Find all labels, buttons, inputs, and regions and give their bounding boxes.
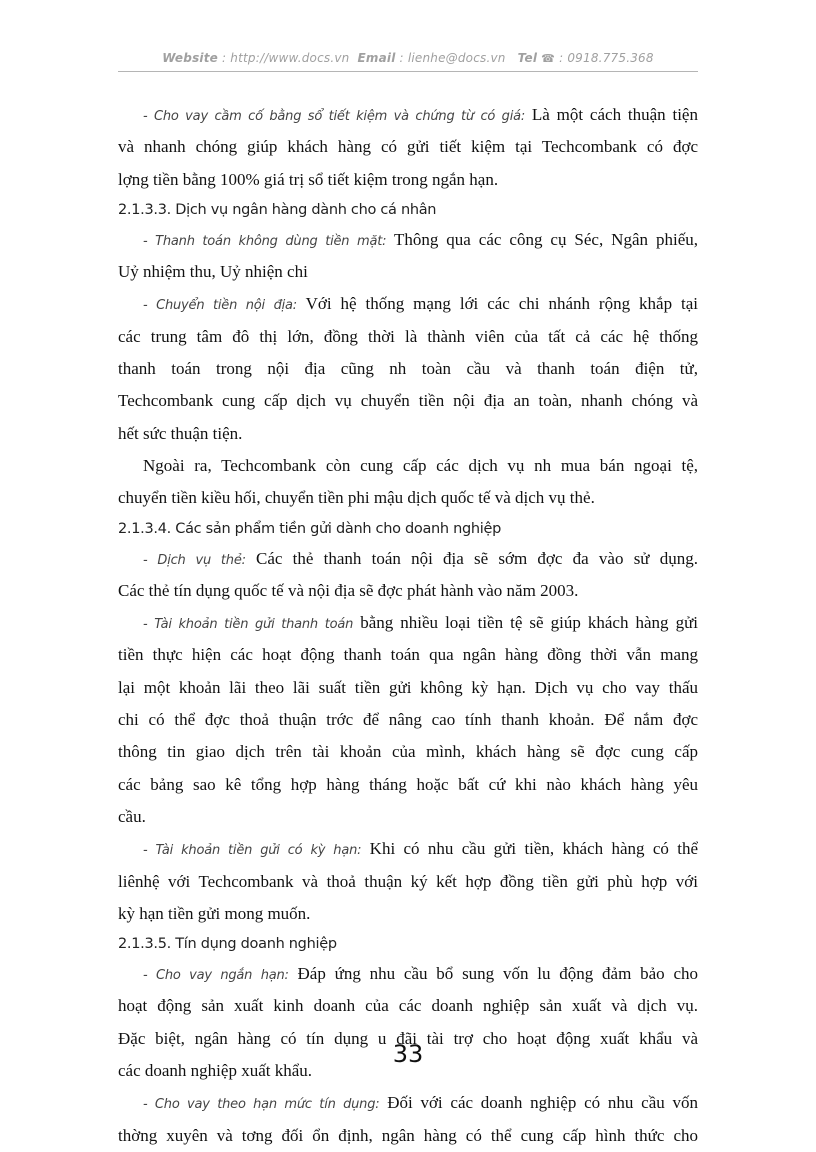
paragraph-line: tiền thực hiện các hoạt động thanh toán qua ngân hàng đồng thời vẫn mang (118, 645, 698, 665)
lead-term: - Thanh toán không dùng tiền mặt: (143, 233, 387, 249)
phone-icon: ☎ (541, 52, 556, 65)
section-heading: 2.1.3.5. Tín dụng doanh nghiệp (118, 936, 337, 953)
paragraph-line: Uỷ nhiệm thu, Uỷ nhiện chi (118, 262, 308, 282)
website-url[interactable]: http://www.docs.vn (230, 51, 350, 65)
section-heading: 2.1.3.3. Dịch vụ ngân hàng dành cho cá nhân (118, 201, 437, 218)
paragraph-line: liênhệ với Techcombank và thoả thuận ký kết hợp đồng tiền gửi phù hợp với (118, 871, 698, 891)
paragraph-line: kỳ hạn tiền gửi mong muốn. (118, 903, 311, 923)
paragraph-line: - Cho vay ngắn hạn: Đáp ứng nhu cầu bổ sung vốn lu động đảm bảo cho (143, 964, 698, 984)
paragraph-line: Techcombank cung cấp dịch vụ chuyển tiền nội địa an toàn, nhanh chóng và (118, 391, 698, 411)
paragraph-line: các bảng sao kê tổng hợp hàng tháng hoặc bất cứ khi nào khách hàng yêu (118, 774, 698, 794)
paragraph-line: các doanh nghiệp xuất khẩu. (118, 1061, 313, 1081)
website-label: Website (162, 51, 218, 65)
lead-term: - Dịch vụ thẻ: (143, 552, 246, 568)
lead-term: - Cho vay ngắn hạn: (143, 968, 289, 984)
header-divider (118, 71, 698, 72)
paragraph-line: chi có thể đợc thoả thuận trớc để nâng cao tính thanh khoản. Để nắm đợc (118, 710, 698, 730)
paragraph-line: thờng xuyên và tơng đối ổn định, ngân hàng có thể cung cấp hình thức cho (118, 1125, 698, 1145)
lead-term: - Chuyển tiền nội địa: (143, 298, 297, 314)
paragraph-line: lợng tiền bằng 100% giá trị sổ tiết kiệm trong ngắn hạn. (118, 169, 499, 189)
paragraph-line: - Tài khoản tiền gửi có kỳ hạn: Khi có nhu cầu gửi tiền, khách hàng có thể (143, 839, 698, 859)
paragraph-line: thông tin giao dịch trên tài khoản của mình, khách hàng sẽ đợc cung cấp (118, 742, 698, 762)
tel-label: Tel (517, 51, 538, 65)
paragraph-line: Các thẻ tín dụng quốc tế và nội địa sẽ đợc phát hành vào năm 2003. (118, 580, 579, 600)
paragraph-line: và nhanh chóng giúp khách hàng có gửi tiết kiệm tại Techcombank có đợc (118, 137, 698, 157)
paragraph-line: cầu. (118, 806, 146, 826)
lead-term: - Cho vay cầm cố bằng sổ tiết kiệm và chứng từ có giá: (143, 109, 526, 124)
tel-number: 0918.775.368 (567, 51, 654, 65)
paragraph-line: thanh toán trong nội địa cũng nh toàn cầu và thanh toán điện tử, (118, 359, 698, 379)
paragraph-line: Ngoài ra, Techcombank còn cung cấp các dịch vụ nh mua bán ngoại tệ, (143, 455, 698, 475)
paragraph-line: lại một khoản lãi theo lãi suất tiền gửi không kỳ hạn. Dịch vụ cho vay thấu (118, 677, 698, 697)
paragraph-line: - Tài khoản tiền gửi thanh toán bằng nhiều loại tiền tệ sẽ giúp khách hàng gửi (143, 613, 699, 633)
lead-term: - Tài khoản tiền gửi có kỳ hạn: (143, 843, 362, 859)
document-body (118, 99, 698, 1152)
lead-term: - Cho vay theo hạn mức tín dụng: (143, 1097, 380, 1113)
email-label: Email (357, 51, 396, 65)
email-address[interactable]: lienhe@docs.vn (407, 51, 506, 65)
paragraph-line: - Dịch vụ thẻ: Các thẻ thanh toán nội địa sẽ sớm đợc đa vào sử dụng. (143, 548, 698, 568)
paragraph-line: - Cho vay cầm cố bằng sổ tiết kiệm và chứng từ có giá: Là một cách thuận tiện (143, 105, 698, 124)
lead-term: - Tài khoản tiền gửi thanh toán (143, 617, 354, 633)
paragraph-line: - Chuyển tiền nội địa: Với hệ thống mạng lới các chi nhánh rộng khắp tại (143, 294, 698, 314)
paragraph-line: Đặc biệt, ngân hàng có tín dụng u đãi tài trợ cho hoạt động xuất khẩu và (118, 1028, 698, 1048)
paragraph-line: chuyển tiền kiều hối, chuyển tiền phi mậu dịch quốc tế và dịch vụ thẻ. (118, 488, 595, 508)
paragraph-line: hoạt động sản xuất kinh doanh của các doanh nghiệp sản xuất và dịch vụ. (118, 996, 698, 1016)
paragraph-line: - Thanh toán không dùng tiền mặt: Thông qua các công cụ Séc, Ngân phiếu, (143, 229, 698, 249)
paragraph-line: hết sức thuận tiện. (118, 423, 243, 443)
page-number: 33 (392, 1040, 424, 1068)
section-heading: 2.1.3.4. Các sản phẩm tiền gửi dành cho doanh nghiệp (118, 520, 502, 537)
paragraph-line: - Cho vay theo hạn mức tín dụng: Đối với các doanh nghiệp có nhu cầu vốn (143, 1093, 698, 1113)
page-header: Website : http://www.docs.vn Email : lienhe@docs.vn Tel ☎ : 0918.775.368 (162, 51, 654, 65)
paragraph-line: các trung tâm đô thị lớn, đồng thời là thành viên của tất cả các hệ thống (118, 326, 698, 346)
